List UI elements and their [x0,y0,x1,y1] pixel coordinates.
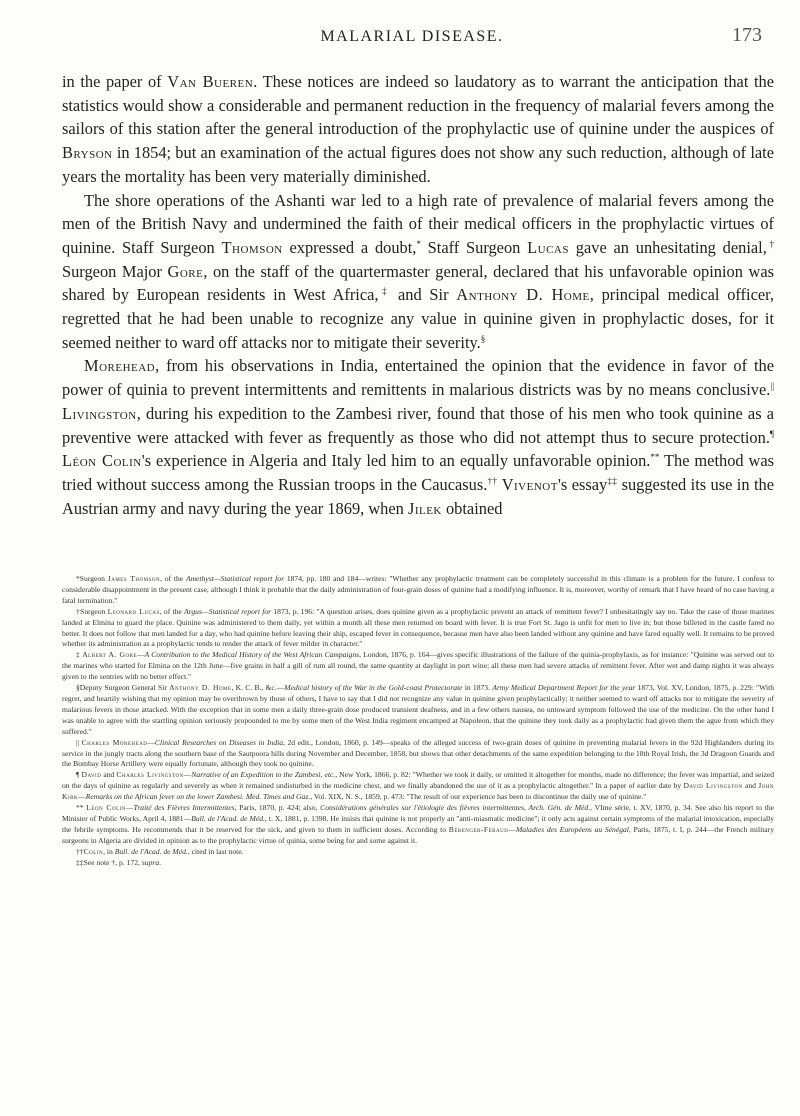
italic-citation: Argus—Statistical report for [184,606,272,616]
text-run: — [136,650,145,660]
footnote [62,770,774,803]
text-run: and Sir [390,285,457,305]
text-run: ** [76,803,87,813]
footnote-marker: ** [650,452,660,463]
text-run: gave an unhesitating denial, [569,237,767,257]
text-run: , of the [159,606,185,616]
text-run: in 1854; but an examination of the actual figures does not show any such reduction, although of late years the mortality has been very materially diminished. [62,143,774,186]
name-small-caps: Charles Morehead [81,737,148,747]
footnotes [62,574,774,868]
text-run: §Deputy Surgeon General Sir [76,683,170,693]
text-run: , cited in last note. [187,846,244,856]
footnote-marker: * [416,238,421,249]
page-title: MALARIAL DISEASE. [320,28,504,45]
text-run: , in [103,846,115,856]
text-run: . [159,857,162,867]
text-run: †† [76,846,84,856]
text-run: , Vol. XIX, N. S., 1859, p. 473: "The result of our experience has been to discontinue the daily use of quinine." [310,792,647,802]
italic-citation: Army Medical Department Report for the year [492,683,636,693]
text-run: , New York, 1866, p. 82: "Whether we took it daily, or omitted it altogether for months, made no difference; the fever was impartial, and seized on the days of quinine as regularly and severely as when it remained undisturbed in the medicine chest, and we finally abandoned the use of it as a prophylactic altogether." In a paper of earlier date by [62,770,775,791]
text-run: , Paris, 1870, p. 424; also, [234,803,321,813]
text-run: The method was tried without success among the Russian troops in the Caucasus. [62,451,775,494]
name-small-caps: Léon Colin [62,451,142,471]
text-run: 's experience in Algeria and Italy led him to an equally unfavorable opinion. [141,451,651,471]
running-head [62,26,762,56]
text-run: , on the staff of the quartermaster general, declared that his unfavorable opinion was shared by European residents in West Africa, [62,261,774,305]
name-small-caps: Bryson [62,143,113,163]
text-run: , London, 1876, p. 164—gives specific illustrations of the failure of the quinia-prophylaxis, as for instance: "Quinine was served out to the marines who started for Elmina on the 12th June—five grains in half a gill of rum all round, the same quantity at daylight in port wine; all these men had severe attacks of remittent fever. After wet and damp nights it was always given to the sentries with no better effect." [62,650,774,682]
body-text [62,70,774,520]
name-small-caps: Bérenger-Féraud [448,824,509,834]
name-small-caps: Colin [83,846,104,856]
name-small-caps: Leonard Lucas [107,606,160,616]
name-small-caps: John Kirk [62,781,774,802]
footnote-marker: ‡ [378,286,391,297]
footnote [62,858,774,869]
italic-citation: Medical history of the War in the Gold-coast Protectorate [284,683,463,693]
name-small-caps: Anthony D. Home [169,683,232,693]
footnote-marker: †† [487,475,498,486]
footnote-marker: ¶ [769,428,774,439]
italic-citation: Narrative of an Expedition to the Zambesi, etc. [191,770,336,780]
name-small-caps: Morehead [84,356,156,376]
footnote [62,738,774,771]
name-small-caps: Anthony D. Home [456,285,590,305]
text-run: and [101,770,117,780]
text-run: 1874, pp. 180 and 184—writes: "Whether any prophylactic treatment can be completely successful in this climate is a problem for the future. I confess to considerable disappointment in the present case, although I think it probable that the daily administration of four-grain doses of quinine had a modifying influence. It is, moreover, worthy of remark that I have heard of no case having a fatal termination." [62,574,775,605]
text-run: Surgeon Major [62,261,168,281]
text-run: †Surgeon [76,606,108,616]
text-run: . These notices are indeed so laudatory as to warrant the anticipation that the statistics would show a considerable and permanent reduction in the frequency of malarial fevers among the sailors of this station after the general introduction of the prophylactic use of quinine under the auspices of [62,72,775,139]
text-run: , 2d edit., London, 1860, p. 149—speaks of the alleged success of two-grain doses of quinine in preventing malarial fevers in the 92d Highlanders during its service in the jungly tracts along the southern base of the Sautpoora hills during November and December, 1858, but shows that other detachments of the same expedition belonging to the 18th Royal Irish, the 3d Dragoon Guards and the Bombay Horse Artillery were equally fortunate, although they took no quinine. [62,737,774,769]
text-run: expressed a doubt, [282,237,417,257]
paragraph [62,189,774,355]
text-run: ¶ [76,770,82,780]
text-run: , during his expedition to the Zambesi river, found that those of his men who took quinine as a preventive were attacked with fever as frequently as those who did not attempt thus to secure protection. [62,403,774,447]
paragraph [62,354,774,520]
footnote [62,803,774,847]
name-small-caps: Charles Livingston [116,770,184,780]
text-run: in 1873. [462,683,493,693]
text-run: *Surgeon [76,574,108,583]
text-run: ‡‡See note †, p. 172, [76,857,142,867]
name-small-caps: Lucas [527,237,569,257]
text-run: — [125,803,134,813]
footnote-marker: || [770,381,774,392]
footnote-marker: ‡‡ [607,475,618,486]
name-small-caps: Gore [167,261,204,281]
footnote-marker: § [480,333,486,344]
text-run: , from his observations in India, entertained the opinion that the evidence in favor of the power of quinia to prevent intermittents and remittents in malarious districts was by no means conclusive. [62,356,774,400]
paragraph [62,70,774,189]
text-run: The shore operations of the Ashanti war led to a high rate of prevalence of malarial fevers among the men of the British Navy and undermined the faith of their medical officers in the prophylactic virtues of quinine. Staff Surgeon [62,190,774,257]
text-run: suggested its use in the Austrian army and navy during the year 1869, when [62,474,774,518]
footnote [62,847,774,858]
text-run: Staff Surgeon [420,237,528,257]
page-number: 173 [732,24,762,46]
name-small-caps: David [81,770,102,780]
footnote [62,574,774,607]
name-small-caps: David Livingston [683,781,743,791]
text-run: ‡ [76,650,83,660]
name-small-caps: Vivenot [501,474,558,494]
text-run: and [742,781,759,791]
footnote [62,607,774,651]
text-run: — [508,824,516,834]
footnote-marker: † [766,238,774,249]
italic-citation: supra [141,857,160,867]
italic-citation: Amethyst—Statistical report for [185,574,285,583]
text-run: || [76,737,82,747]
text-run: obtained [441,498,503,518]
text-run: in the paper of [62,72,168,91]
text-run: , K. C. B., &c.— [231,683,285,693]
italic-citation: Clinical Researches on Diseases in India [154,737,284,747]
text-run: , VIme série, t. XV, 1870, p. 34. See also his report to the Minister of Public Works, April 4, 1881— [62,803,774,823]
name-small-caps: Albert A. Gore [82,650,137,660]
text-run: 1873, p. 196: "A question arises, does quinine given as a prophylactic prevent an attack of remittent fever? I unhesitatingly say no. Take the case of those marines landed at Elmina to guard the place. Quinine was administered to them daily, yet within a month all these men returned on board with fever. It is true Fort St. Jago is unfit for men to live in; but those billeted in the castle fared no better. It does not follow that men landed for a day, who had quinine before leaving their ship, escaped fever in consequence, because men have also been landed without any quinine and have fared equally well. It remains to be proved whether its administration as a prophylactic tends to render the attack of fever milder in character." [62,606,774,649]
italic-citation: Bull. de l'Acad. de Méd. [191,813,265,823]
italic-citation: Traité des Fièvres Intermittentes [133,803,235,813]
text-run: , of the [160,574,186,583]
name-small-caps: Léon Colin [86,803,126,813]
text-run: — [147,737,155,747]
text-run: , Paris, 1875, t. I, p. 244—the French military surgeons in Algeria are divided in opinion as to the prophylactic virtue of quinia, some being for and some against it. [62,824,774,845]
text-run: , t. X, 1881, p. 1398. He insists that quinine is not properly an "anti-miasmatic medicine"; it only acts against certain symptoms of the malarial intoxication, especially the febrile symptoms. He recommends that it be reserved for the sick, and given to them in sufficient doses. According to [62,813,774,834]
footnote [62,683,774,738]
name-small-caps: Livingston [62,403,137,423]
text-run: , principal medical officer, regretted that he had been unable to recognize any value in quinine given in prophylactic doses, for it seemed neither to ward off attacks nor to mitigate their severity. [62,285,775,352]
italic-citation: Considérations générales sur l'étiologie des fièvres intermittentes, Arch. Gén. de Méd. [320,803,591,813]
footnote [62,650,774,683]
text-run: — [183,770,192,780]
name-small-caps: James Thomson [107,574,161,583]
name-small-caps: Van Bueren [167,72,254,91]
italic-citation: A Contribution to the Medical History of the West African Campaigns [144,650,360,660]
italic-citation: Maladies des Européens au Sénégal [515,824,629,834]
name-small-caps: Jilek [407,498,442,518]
text-run: 1873, Vol. XV, London, 1875, p. 229: "With regret, and heartily wishing that my opinion may be overthrown by those of others, I have to say that I did not recognize any value in quinine given prophylactically; it neither seemed to ward off attacks nor to mitigate the severity of malarious fevers in those attacked. With the exception that in some men a daily three-grain dose produced transient deafness, and in a few others nausea, no untoward symptom followed the use of the medicine. On the other hand I was unable to agree with the startling opinion seriously propounded to me by some men of the West India regiment encamped at Napoleon, that the quinine they took daily as a prophylactic had given them the ague from which they suffered." [62,683,774,736]
name-small-caps: Thomson [221,237,283,257]
text-run: 's essay [557,474,608,494]
italic-citation: Bull. de l'Acad. de Méd. [114,846,188,856]
text-run: — [78,792,86,802]
italic-citation: Remarks on the African fever on the lower Zambesi. Med. Times and Gaz. [85,792,311,802]
